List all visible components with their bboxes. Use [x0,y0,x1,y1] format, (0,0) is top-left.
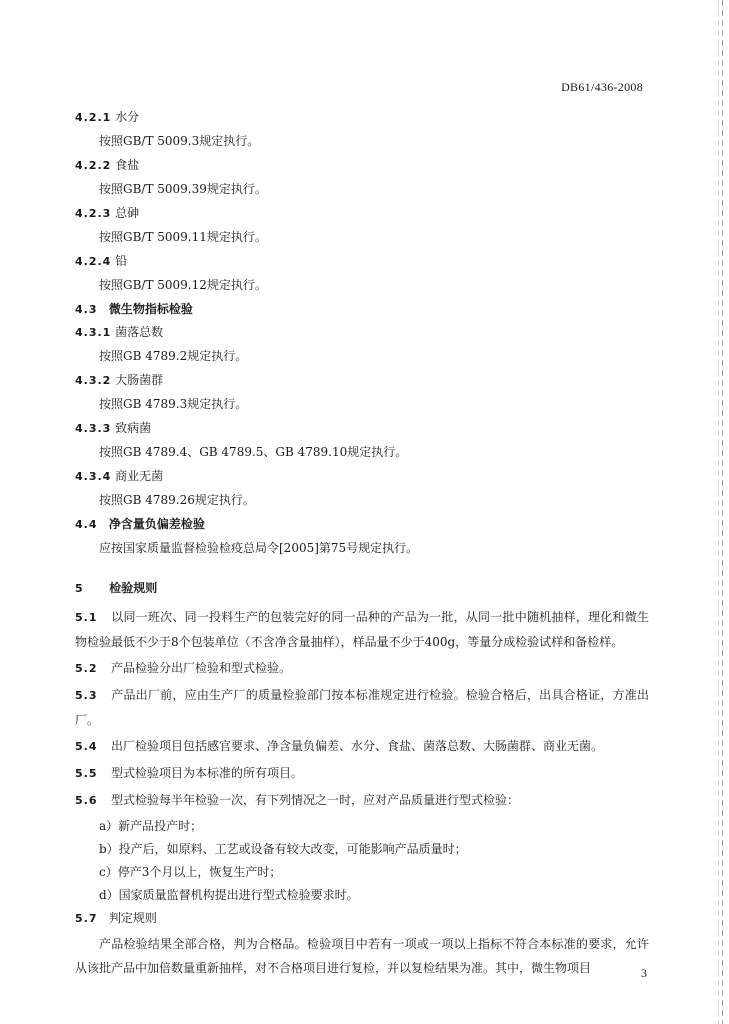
clause-text: 以同一班次、同一投料生产的包装完好的同一品种的产品为一批，从同一批中随机抽样，理化和微生物检验最低不少于8个包装单位（不含净含量抽样），样品量不少于400g，等量分成检验试样和备检样。 [75,610,649,649]
section-heading [75,321,649,344]
section-heading [75,106,649,129]
section-number: 4.2.2 [75,159,112,172]
section-label: 菌落总数 [115,325,164,339]
list-item: c）停产3个月以上，恢复生产时； [99,865,282,879]
clause-text: 产品出厂前，应由生产厂的质量检验部门按本标准规定进行检验。检验合格后，出具合格证，方准出厂。 [75,688,649,727]
section-number: 4.3.1 [75,326,112,339]
section-label: 食盐 [115,158,140,172]
section-number: 4.3.3 [75,422,112,435]
clause-number: 5.4 [75,740,98,753]
document-body [75,106,649,982]
clause-number: 5.5 [75,767,98,780]
section-heading [75,202,649,225]
section-number: 4.3.2 [75,374,112,387]
chapter-number: 5 [75,582,84,595]
standard-number: DB61/436-2008 [561,80,643,94]
section-heading [75,417,649,440]
section-label: 净含量负偏差检验 [108,517,205,531]
section-label: 致病菌 [115,421,152,435]
clause-5-5 [75,761,649,786]
section-text: 按照GB 4789.26规定执行。 [99,493,255,507]
section-heading [75,154,649,177]
clause-5-3 [75,683,649,732]
clause-text: 出厂检验项目包括感官要求、净含量负偏差、水分、食盐、菌落总数、大肠菌群、商业无菌。 [111,739,604,753]
section-number: 4.4 [75,518,98,531]
clause-label: 判定规则 [108,911,157,925]
section-text: 按照GB 4789.3规定执行。 [99,397,248,411]
section-label: 大肠菌群 [115,373,164,387]
section-heading [75,298,649,321]
page-number: 3 [641,966,647,980]
clause-number: 5.7 [75,912,98,925]
clause-5-7-heading [75,907,649,930]
list-item: a）新产品投产时； [99,819,203,833]
chapter-title: 检验规则 [109,581,158,595]
section-text: 按照GB/T 5009.11规定执行。 [99,230,267,244]
clause-number: 5.3 [75,689,98,702]
clause-5-1 [75,605,649,654]
clause-text: 产品检验分出厂检验和型式检验。 [111,661,292,675]
list-item: b）投产后，如原料、工艺或设备有较大改变，可能影响产品质量时； [99,842,467,856]
clause-5-2 [75,656,649,681]
scan-edge-line [722,0,723,1024]
section-number: 4.3.4 [75,470,112,483]
section-text: 按照GB/T 5009.39规定执行。 [99,182,267,196]
section-number: 4.2.3 [75,207,112,220]
section-label: 微生物指标检验 [108,302,193,316]
clause-text: 型式检验项目为本标准的所有项目。 [111,766,304,780]
section-label: 商业无菌 [115,469,164,483]
section-label: 总砷 [115,206,140,220]
clause-5-4 [75,734,649,759]
section-text: 应按国家质量监督检验检疫总局令[2005]第75号规定执行。 [99,541,419,555]
section-text: 按照GB/T 5009.12规定执行。 [99,278,267,292]
clause-5-6 [75,788,649,813]
section-heading [75,465,649,488]
list-item: d）国家质量监督机构提出进行型式检验要求时。 [99,888,359,902]
clause-number: 5.2 [75,662,98,675]
clause-number: 5.1 [75,611,98,624]
section-number: 4.3 [75,303,98,316]
clause-5-7-text: 产品检验结果全部合格，判为合格品。检验项目中若有一项或一项以上指标不符合本标准的要求，允许从该批产品中加倍数量重新抽样，对不合格项目进行复检，并以复检结果为准。其中，微生物项目 [75,937,649,975]
chapter-heading [75,573,649,603]
section-heading [75,250,649,273]
section-label: 铅 [115,254,128,268]
clause-number: 5.6 [75,794,98,807]
section-number: 4.2.1 [75,111,112,124]
clause-text: 型式检验每半年检验一次，有下列情况之一时，应对产品质量进行型式检验： [111,793,520,807]
section-number: 4.2.4 [75,255,112,268]
section-text: 按照GB 4789.4、GB 4789.5、GB 4789.10规定执行。 [99,445,408,459]
section-label: 水分 [115,110,140,124]
section-heading [75,513,649,536]
section-heading [75,369,649,392]
scan-edge-line-faint [718,0,719,1024]
section-text: 按照GB 4789.2规定执行。 [99,349,248,363]
section-text: 按照GB/T 5009.3规定执行。 [99,134,260,148]
